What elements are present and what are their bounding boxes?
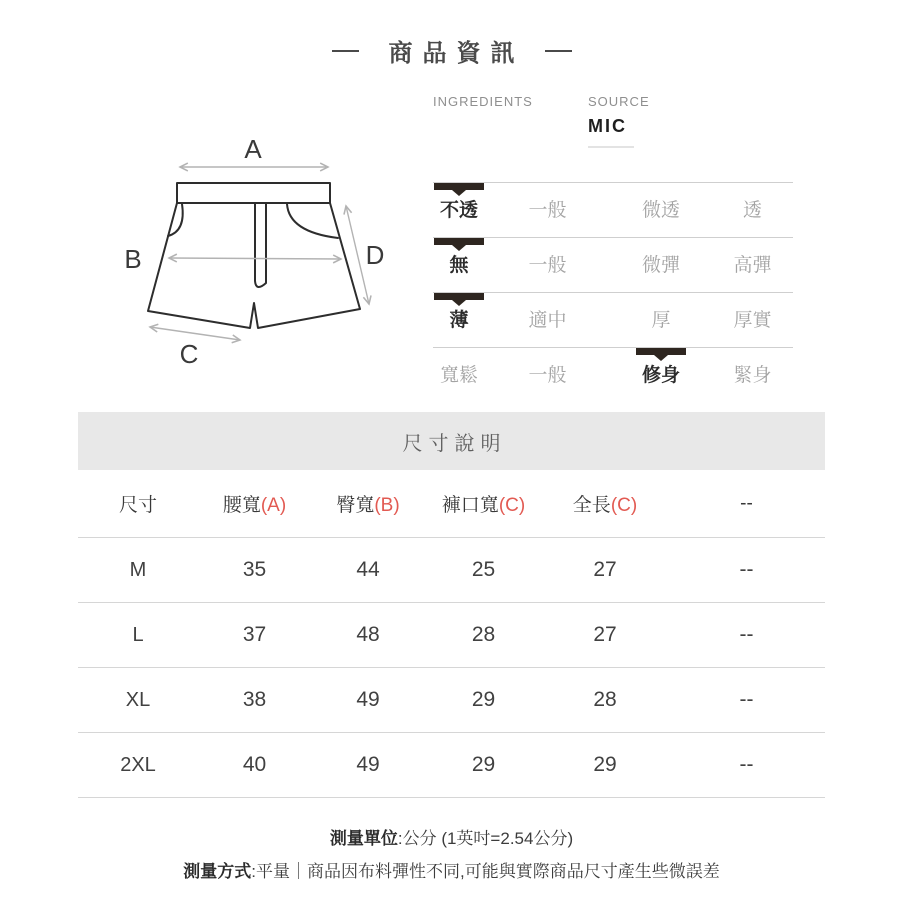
fit-scale-row xyxy=(433,347,793,402)
selection-marker xyxy=(434,293,484,300)
source-block xyxy=(588,94,650,148)
shorts-measurement-diagram xyxy=(85,131,395,376)
value-cell: 29 xyxy=(593,753,617,776)
value-cell: 48 xyxy=(356,623,380,646)
table-row xyxy=(78,603,825,668)
value-cell: 38 xyxy=(242,688,267,711)
selection-marker xyxy=(434,183,484,190)
measurement-method-note xyxy=(0,857,903,882)
value-cell: 29 xyxy=(471,753,496,776)
unit-text: :公分 (1英吋=2.54公分) xyxy=(397,829,574,848)
method-text: :平量｜商品因布料彈性不同,可能與實際商品尺寸產生些微誤差 xyxy=(251,862,720,881)
fit-option-selected: 修身 xyxy=(642,366,680,385)
thickness-option: 厚 xyxy=(651,309,671,331)
elasticity-option: 高彈 xyxy=(733,254,772,276)
value-cell: -- xyxy=(739,688,754,711)
value-cell: 35 xyxy=(242,558,267,581)
title-right-dash xyxy=(545,50,572,52)
size-cell: L xyxy=(132,623,144,646)
value-cell: 44 xyxy=(356,558,380,581)
value-cell: -- xyxy=(739,753,754,776)
value-cell: 29 xyxy=(471,688,496,711)
size-cell: 2XL xyxy=(120,753,156,776)
label-C: C xyxy=(179,339,199,369)
table-row xyxy=(78,668,825,733)
value-cell: 49 xyxy=(356,688,380,711)
size-cell: M xyxy=(129,558,147,581)
value-cell: 40 xyxy=(242,753,267,776)
table-row xyxy=(78,538,825,603)
shorts-outline xyxy=(148,183,360,328)
measure-code: (A) xyxy=(260,495,287,516)
col-header-waist: 腰寬(A) xyxy=(222,495,287,516)
col-header-hip: 臀寬(B) xyxy=(336,495,400,516)
measure-code: (C) xyxy=(610,495,638,516)
col-header-leg-opening: 褲口寬(C) xyxy=(441,495,526,516)
opacity-option: 微透 xyxy=(641,199,680,221)
value-cell: 49 xyxy=(356,753,380,776)
table-row xyxy=(78,733,825,798)
size-table-header xyxy=(78,470,825,538)
thickness-option: 適中 xyxy=(528,309,567,331)
attribute-scales xyxy=(433,182,793,402)
opacity-scale-row xyxy=(433,182,793,237)
label-D: D xyxy=(365,240,385,270)
origin-row xyxy=(433,88,793,182)
col-header-size: 尺寸 xyxy=(118,495,157,516)
value-cell: 25 xyxy=(471,558,496,581)
source-label: SOURCE xyxy=(588,94,650,109)
unit-label: 測量單位 xyxy=(329,829,398,848)
thickness-option-selected: 薄 xyxy=(449,311,468,330)
ingredients-label: INGREDIENTS xyxy=(433,94,533,109)
product-attributes-panel xyxy=(433,88,793,402)
value-cell: 37 xyxy=(242,623,267,646)
elasticity-scale-row xyxy=(433,237,793,292)
value-cell: 27 xyxy=(593,558,617,581)
measure-code: (C) xyxy=(498,495,526,516)
elasticity-option: 微彈 xyxy=(641,254,680,276)
size-cell: XL xyxy=(125,688,151,711)
thickness-scale-row xyxy=(433,292,793,347)
selection-marker xyxy=(434,238,484,245)
value-cell: -- xyxy=(739,623,754,646)
measure-code: (B) xyxy=(374,495,400,516)
opacity-option: 透 xyxy=(742,199,762,221)
col-header-length: 全長(C) xyxy=(572,495,638,516)
value-cell: 27 xyxy=(593,623,617,646)
label-B: B xyxy=(124,244,142,274)
value-cell: 28 xyxy=(471,623,496,646)
fit-option: 一般 xyxy=(528,364,567,386)
section-title-row xyxy=(0,33,903,68)
fit-option: 緊身 xyxy=(733,364,772,386)
selection-marker xyxy=(636,348,686,355)
value-cell: -- xyxy=(739,558,754,581)
opacity-option-selected: 不透 xyxy=(440,201,478,220)
label-A: A xyxy=(244,134,262,164)
elasticity-option-selected: 無 xyxy=(449,256,468,275)
elasticity-option: 一般 xyxy=(528,254,567,276)
opacity-option: 一般 xyxy=(528,199,567,221)
source-underline xyxy=(588,146,634,148)
title-left-dash xyxy=(332,50,359,52)
col-header-blank: -- xyxy=(740,492,753,514)
page-title: 商品資訊 xyxy=(388,40,525,67)
value-cell: 28 xyxy=(593,688,617,711)
fit-option: 寬鬆 xyxy=(439,364,478,386)
source-value: MIC xyxy=(588,116,627,136)
thickness-option: 厚實 xyxy=(733,309,772,331)
measurement-unit-note xyxy=(0,824,903,849)
size-section-banner: 尺寸說明 xyxy=(78,412,825,470)
shorts-diagram-svg xyxy=(85,131,395,376)
ingredients-block xyxy=(433,94,533,109)
size-table xyxy=(78,470,825,798)
method-label: 測量方式 xyxy=(183,862,252,881)
